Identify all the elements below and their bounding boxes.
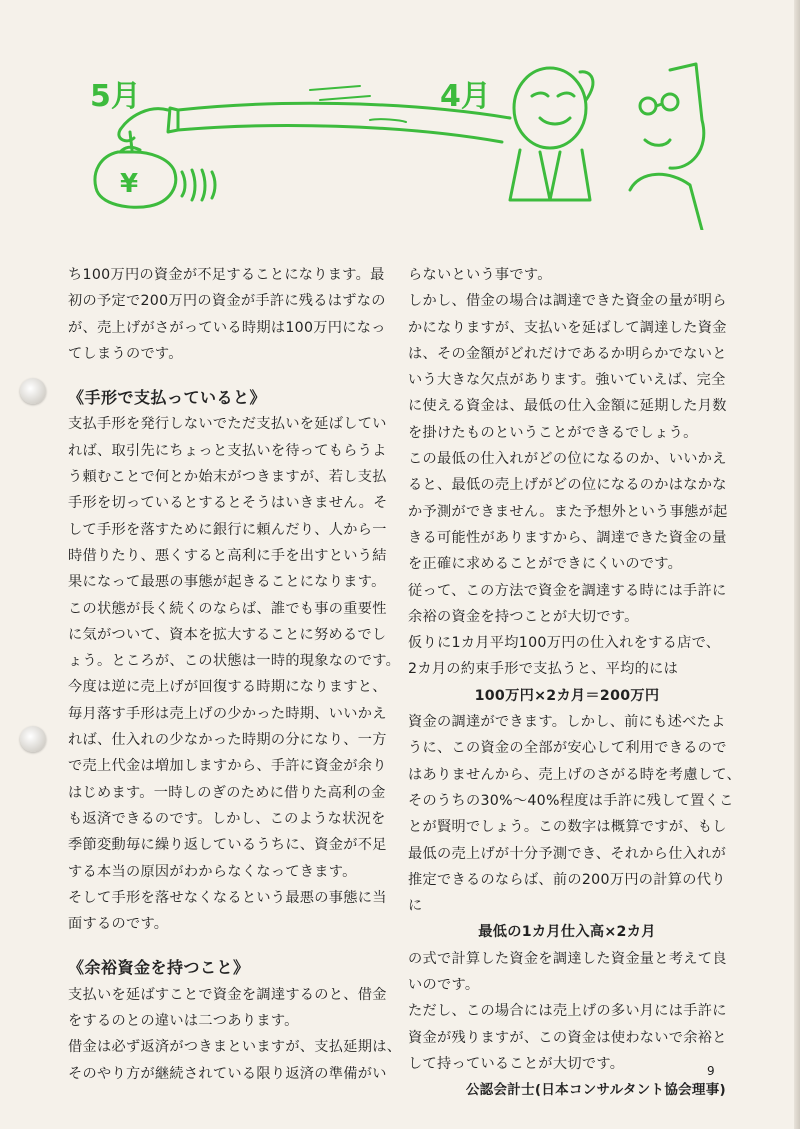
text-line: いう大きな欠点があります。強いていえば、完全 (408, 372, 726, 389)
text-line: して持っていることが大切です。 (408, 1055, 625, 1072)
text-line: う頼むことで何とか始末がつきますが、若し支払 (68, 469, 387, 486)
text-line: を掛けたものということができるでしょう。 (408, 424, 698, 441)
text-line: この状態が長く続くのならば、誰でも事の重要性 (68, 600, 387, 617)
text-line: 余裕の資金を持つことが大切です。 (408, 608, 639, 625)
text-line: 資金が残りますが、この資金は使わないで余裕と (408, 1029, 727, 1046)
formula-line: 100万円×2カ月＝200万円 (474, 687, 660, 704)
text-line: も返済できるのです。しかし、このような状況を (68, 810, 386, 827)
text-line: は、その金額がどれだけであるか明らかでないと (408, 345, 727, 362)
text-line: 面するのです。 (68, 916, 169, 933)
text-line: そのやり方が継続されている限り返済の準備がい (68, 1065, 387, 1082)
text-line: をするのとの違いは二つあります。 (68, 1013, 299, 1030)
text-line: れば、仕入れの少なかった時期の分になり、一方 (68, 732, 387, 749)
text-line: 最低の売上げが十分予測でき、それから仕入れが (408, 845, 727, 862)
cartoon-illustration (70, 60, 710, 230)
yen-symbol: ¥ (120, 169, 139, 199)
text-line: いのです。 (408, 977, 480, 994)
formula-line: 最低の1カ月仕入高×2カ月 (478, 924, 656, 941)
right-column (408, 262, 741, 1104)
text-line: きる可能性がありますから、調達できた資金の量 (408, 529, 727, 546)
text-line: そのうちの30%～40%程度は手許に残して置くこ (408, 792, 734, 809)
left-column (68, 262, 402, 1087)
text-line: 果になって最悪の事態が起きることになります。 (68, 574, 386, 591)
text-line: に気がついて、資本を拡大することに努めるでし (68, 626, 387, 643)
text-line: 仮りに1カ月平均100万円の仕入れをする店で、 (408, 635, 721, 652)
text-line: てしまうのです。 (68, 345, 183, 362)
text-line: そして手形を落せなくなるという最悪の事態に当 (68, 889, 387, 906)
text-line: か予測ができません。また予想外という事態が起 (408, 503, 728, 520)
text-line: で売上代金は増加しますから、手許に資金が余り (68, 758, 387, 775)
text-line: しかし、借金の場合は調達できた資金の量が明ら (408, 293, 727, 310)
text-line: うに、この資金の全部が安心して利用できるので (408, 740, 727, 757)
text-line: ると、最低の売上げがどの位になるのかはなかな (408, 477, 727, 494)
month-label-4: 4月 (440, 79, 491, 114)
text-line: が、売上げがさがっている時期は100万円になっ (68, 319, 386, 336)
text-line: 支払いを延ばすことで資金を調達するのと、借金 (68, 986, 387, 1003)
text-line: れば、取引先にちょっと支払いを待ってもらうよ (68, 442, 387, 459)
binder-hole-bottom (20, 726, 46, 752)
text-line: 時借りたり、悪くすると高利に手を出すという結 (68, 547, 387, 564)
text-line: 初の予定で200万円の資金が手許に残るはずなの (68, 293, 386, 310)
text-line: 支払手形を発行しないでただ支払いを延ばしてい (68, 416, 387, 433)
text-line: 従って、この方法で資金を調達する時には手許に (408, 582, 727, 599)
text-line: ただし、この場合には売上げの多い月には手許に (408, 1003, 727, 1020)
binder-hole-top (20, 378, 46, 404)
text-line: この最低の仕入れがどの位になるのか、いいかえ (408, 451, 727, 468)
month-label-5: 5月 (90, 79, 141, 114)
text-line: はありませんから、売上げのさがる時を考慮して、 (408, 766, 741, 783)
text-line: 今度は逆に売上げが回復する時期になりますと、 (68, 679, 387, 696)
text-line: の式で計算した資金を調達した資金量と考えて良 (408, 950, 727, 967)
text-line: 2カ月の約束手形で支払うと、平均的には (408, 661, 679, 678)
page-edge-shadow (794, 0, 800, 1129)
text-line: 推定できるのならば、前の200万円の計算の代り (408, 871, 726, 888)
text-line: らないという事です。 (408, 267, 552, 283)
text-line: はじめます。一時しのぎのために借りた高利の金 (68, 784, 386, 801)
text-line: 手形を切っているとするとそうはいきません。そ (68, 495, 388, 512)
text-line: する本当の原因がわからなくなってきます。 (68, 863, 357, 880)
section-heading-promissory-notes: 《手形で支払っていると》 (68, 388, 267, 408)
text-line: かになりますが、支払いを延ばして調達した資金 (408, 319, 727, 336)
text-line: 資金の調達ができます。しかし、前にも述べたよ (408, 714, 726, 731)
text-line: して手形を落すために銀行に頼んだり、人から一 (68, 521, 387, 538)
text-line: を正確に求めることができにくいのです。 (408, 556, 683, 573)
text-line: とが賢明でしょう。この数字は概算ですが、もし (408, 819, 727, 836)
text-line: に使える資金は、最低の仕入金額に延期した月数 (408, 398, 727, 415)
author-credit: 公認会計士(日本コンサルタント協会理事) (465, 1082, 726, 1099)
text-line: ょう。ところが、この状態は一時的現象なのです。 (68, 653, 401, 670)
text-line: 借金は必ず返済がつきまといますが、支払延期は、 (68, 1039, 402, 1056)
text-line: 毎月落す手形は売上げの少かった時期、いいかえ (68, 705, 387, 722)
text-line: ち100万円の資金が不足することになります。最 (68, 267, 385, 283)
text-line: 季節変動毎に繰り返しているうちに、資金が不足 (68, 837, 387, 854)
text-line: に (408, 898, 423, 915)
section-heading-reserve-funds: 《余裕資金を持つこと》 (68, 958, 250, 978)
page-number: 9 (707, 1064, 715, 1078)
